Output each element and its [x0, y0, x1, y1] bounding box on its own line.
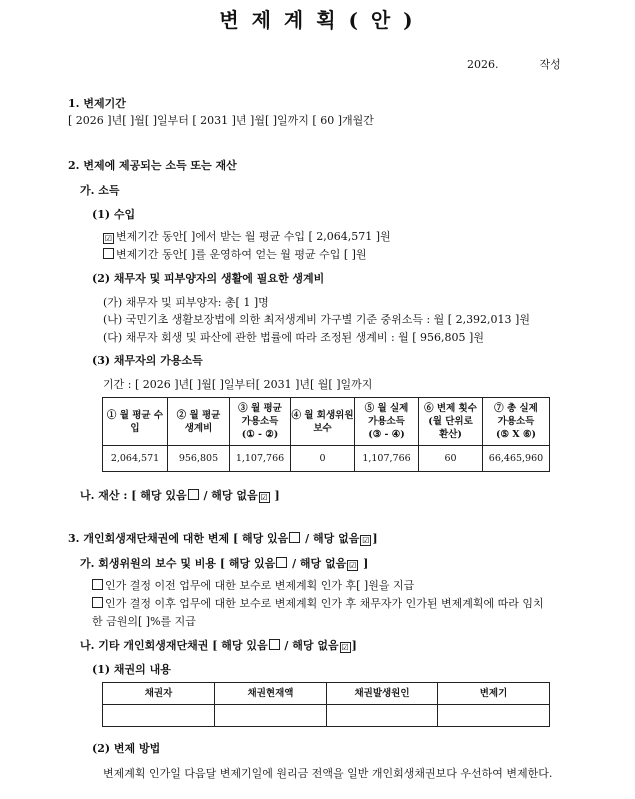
income-option-2-checkbox[interactable]	[103, 248, 114, 259]
table-cell: 956,805	[168, 446, 230, 472]
income-option-1-checkbox[interactable]: ☑	[104, 234, 113, 243]
table-header-cell: ① 월 평균 수입	[103, 398, 168, 446]
claims-content-heading: (1) 채권의 내용	[92, 663, 171, 676]
disposable-income-table	[102, 397, 550, 472]
estate-claims-yes-checkbox[interactable]	[289, 532, 300, 543]
disposable-income-heading: (3) 채무자의 가용소득	[92, 354, 203, 367]
income-option-1[interactable]	[103, 228, 391, 244]
table-header-cell: ⑤ 월 실제 가용소득 (③ - ④)	[355, 398, 419, 446]
other-claims-no-checkbox[interactable]: ☑	[341, 643, 349, 652]
table-header-cell: ⑦ 총 실제 가용소득 (⑤ X ⑥)	[483, 398, 550, 446]
date-suffix: 작성	[539, 58, 561, 71]
dependents-line: (가) 채무자 및 피부양자: 총[ 1 ]명	[103, 296, 269, 309]
income-subheading: 가. 소득	[80, 184, 120, 197]
income-option-2-text: 변제기간 동안[ ]를 운영하여 얻는 월 평균 수입 [ ]원	[116, 248, 367, 261]
table-header-cell: ③ 월 평균 가용소득 (① - ②)	[230, 398, 291, 446]
table-cell: 2,064,571	[103, 446, 168, 472]
income-option-1-text: 변제기간 동안[ ]에서 받는 월 평균 수입 [ 2,064,571 ]원	[116, 230, 391, 243]
fee-option-2-checkbox[interactable]	[92, 597, 103, 608]
table-cell: 60	[419, 446, 483, 472]
date-year: 2026.	[467, 58, 499, 71]
table-cell: 1,107,766	[355, 446, 419, 472]
table-header-row	[103, 398, 550, 446]
table-cell: 1,107,766	[230, 446, 291, 472]
date-line	[467, 56, 561, 72]
repayment-period-line: [ 2026 ]년[ ]월[ ]일부터 [ 2031 ]년 ]월[ ]일까지 [ 60 ]개월간	[68, 114, 374, 127]
table-row	[103, 446, 550, 472]
table-cell[interactable]	[327, 705, 438, 727]
adjusted-living-cost-line: (다) 채무자 회생 및 파산에 관한 법률에 따라 조정된 생계비 : 월 [ 956,805 ]원	[103, 331, 484, 344]
fee-option-2-cont: 한 금원의[ ]%를 지급	[92, 615, 196, 628]
median-income-line: (나) 국민기초 생활보장법에 의한 최저생계비 가구별 기준 중위소득 : 월 [ 2,392,013 ]원	[103, 313, 530, 326]
table-cell: 0	[291, 446, 355, 472]
fee-option-2[interactable]: 인가 결정 이후 업무에 대한 보수로 변제계획 인가 후 채무자가 인가된 변제계획에 따라 임치	[92, 595, 544, 611]
section1-heading: 1. 변제기간	[68, 97, 126, 110]
income-option-2[interactable]	[103, 246, 367, 262]
page-title: 변 제 계 획 ( 안 )	[219, 8, 416, 32]
table-header-cell: ④ 월 회생위원 보수	[291, 398, 355, 446]
other-claims-heading: 나. 기타 개인회생재단채권 [ 해당 있음 / 해당 없음 ☑ ]	[80, 639, 357, 652]
revenue-heading: (1) 수입	[92, 208, 136, 221]
repayment-method-heading: (2) 변제 방법	[92, 742, 161, 755]
table-header-cell: ② 월 평균 생계비	[168, 398, 230, 446]
table-header-cell: ⑥ 변제 횟수 (월 단위로 환산)	[419, 398, 483, 446]
claims-header-row	[103, 683, 550, 705]
trustee-fee-no-checkbox[interactable]: ☑	[349, 561, 357, 570]
table-cell[interactable]	[438, 705, 550, 727]
table-cell[interactable]	[215, 705, 327, 727]
disposable-income-period: 기간 : [ 2026 ]년[ ]월[ ]일부터[ 2031 ]년[ 월[ ]일까지	[103, 378, 373, 391]
property-no-checkbox[interactable]: ☑	[260, 493, 268, 502]
table-header-cell: 채권자	[103, 683, 215, 705]
other-claims-yes-checkbox[interactable]	[269, 639, 280, 650]
table-cell: 66,465,960	[483, 446, 550, 472]
fee-option-1-checkbox[interactable]	[92, 579, 103, 590]
repayment-method-text: 변제계획 인가일 다음달 변제기일에 원리금 전액을 일반 개인회생채권보다 우선하여 변제한다.	[103, 767, 553, 780]
living-cost-heading: (2) 채무자 및 피부양자의 생활에 필요한 생계비	[92, 272, 325, 285]
trustee-fee-heading: 가. 회생위원의 보수 및 비용 [ 해당 있음 / 해당 없음 ☑ ]	[80, 557, 369, 570]
property-line: 나. 재산 : [ 해당 있음 / 해당 없음 ☑ ]	[80, 489, 280, 502]
table-header-cell: 채권현재액	[215, 683, 327, 705]
section2-heading: 2. 변제에 제공되는 소득 또는 재산	[68, 159, 237, 172]
table-row	[103, 705, 550, 727]
property-yes-checkbox[interactable]	[188, 489, 199, 500]
estate-claims-no-checkbox[interactable]: ☑	[362, 536, 370, 545]
table-cell[interactable]	[103, 705, 215, 727]
table-header-cell: 변제기	[438, 683, 550, 705]
trustee-fee-yes-checkbox[interactable]	[276, 557, 287, 568]
fee-option-1[interactable]: 인가 결정 이전 업무에 대한 보수로 변제계획 인가 후[ ]원을 지급	[92, 577, 414, 593]
section3-heading: 3. 개인회생재단채권에 대한 변제 [ 해당 있음 / 해당 없음 ☑ ]	[68, 532, 378, 545]
table-header-cell: 채권발생원인	[327, 683, 438, 705]
claims-table	[102, 682, 550, 727]
